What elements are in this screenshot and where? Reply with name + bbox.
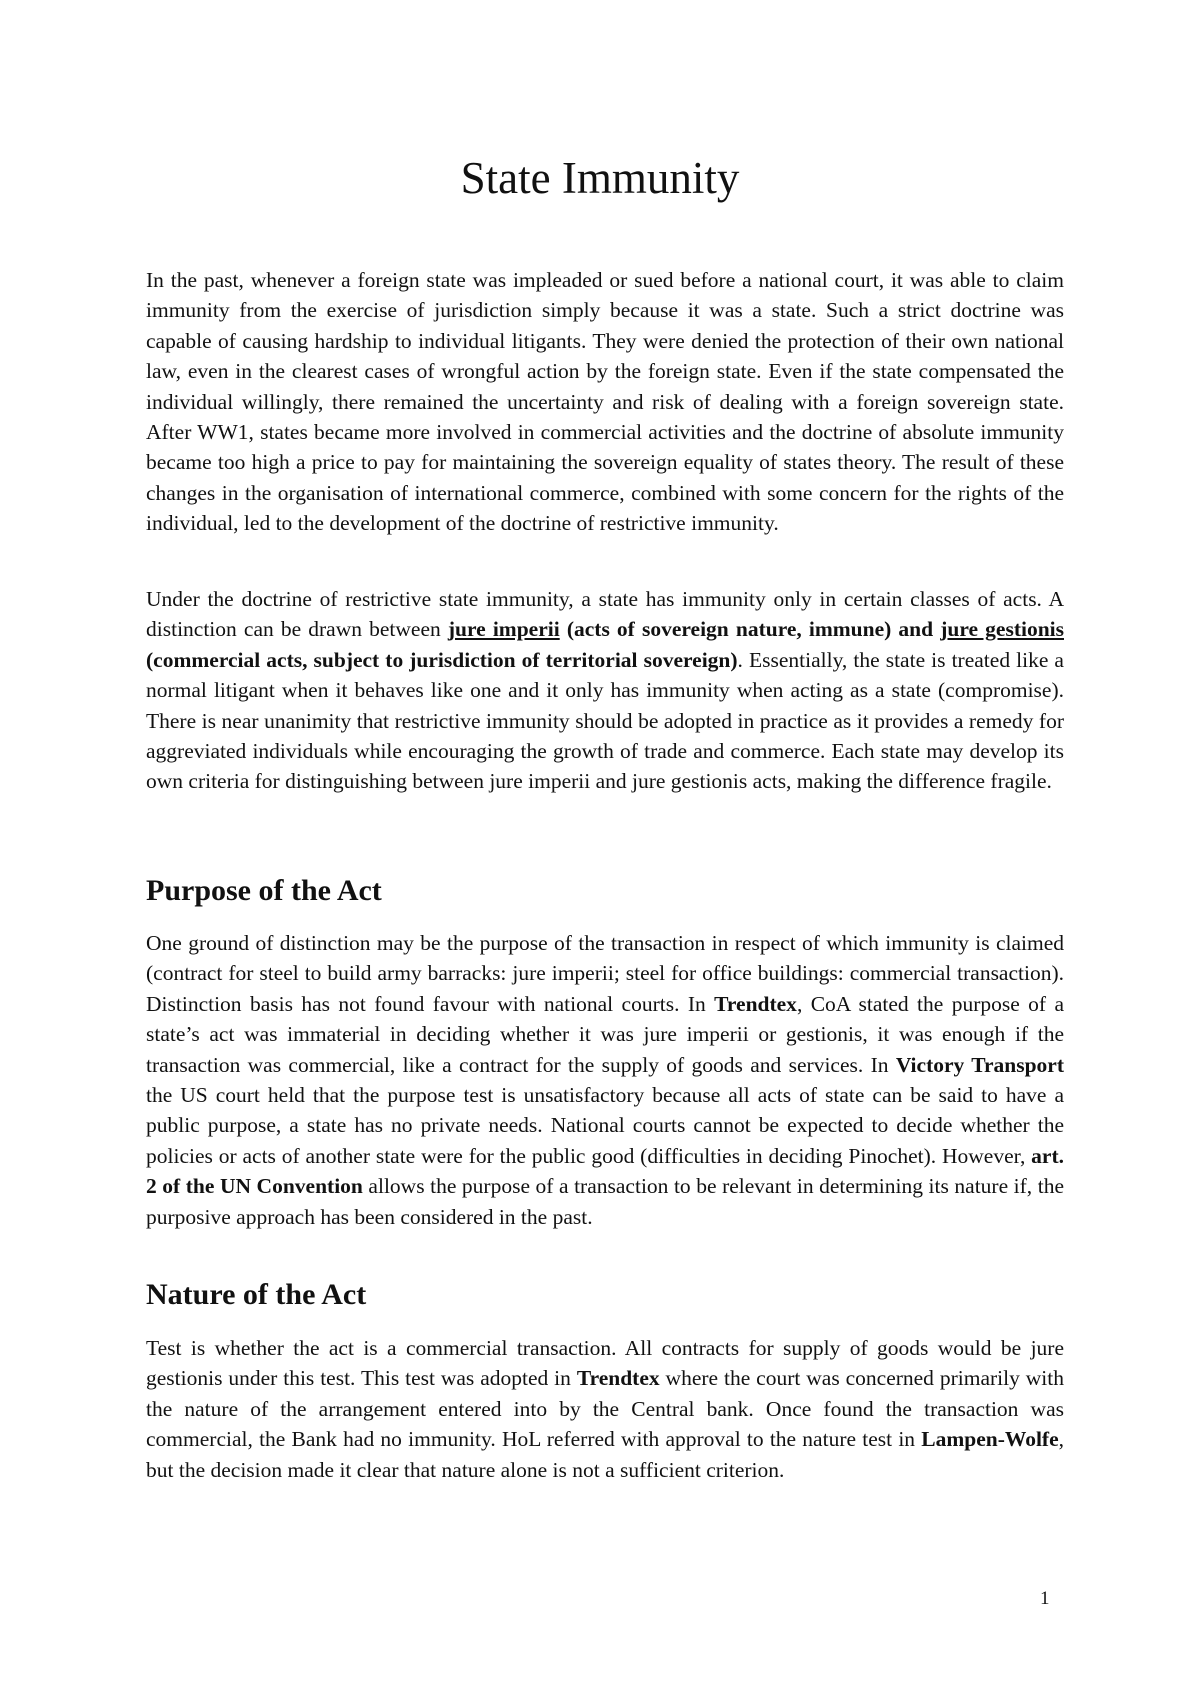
heading-nature-of-the-act: Nature of the Act	[146, 1278, 367, 1311]
heading-purpose-of-the-act: Purpose of the Act	[146, 874, 382, 907]
text-run: where the court was concerned primarily with the nature of the arrangement entered into by the Central bank. Once found the transaction was commercial, the Bank had no immunity. HoL referred with approval to the nature test in	[146, 1366, 1064, 1452]
term-jure-imperii: jure imperii	[447, 617, 560, 642]
case-lampen-wolfe: Lampen-Wolfe	[921, 1427, 1059, 1452]
text-run: One ground of distinction may be the purpose of the transaction in respect of which immunity is claimed (contract for steel to build army barracks: jure imperii; steel for office buildings: commercial transaction). Distinction basis has not found favour with national courts. In	[146, 931, 1064, 1016]
text-run: allows the purpose of a transaction to be relevant in determining its nature if, the purposive approach has been considered in the past.	[146, 1174, 1064, 1229]
page-title: State Immunity	[460, 153, 740, 203]
ref-un-convention: art. 2 of the UN Convention	[146, 1143, 1064, 1199]
paragraph-purpose	[146, 928, 1064, 1232]
bold-run: (commercial acts, subject to jurisdiction of territorial sovereign)	[146, 647, 738, 672]
text-run: the US court held that the purpose test is unsatisfactory because all acts of state can be said to have a public purpose, a state has no private needs. National courts cannot be expected to decide whether the policies or acts of another state were for the public good (difficulties in deciding Pinochet). However,	[146, 1083, 1064, 1168]
case-trendtex: Trendtex	[576, 1366, 660, 1391]
case-victory-transport: Victory Transport	[895, 1052, 1064, 1077]
case-trendtex: Trendtex	[714, 991, 797, 1016]
text-run: Under the doctrine of restrictive state immunity, a state has immunity only in certain classes of acts. A distinction can be drawn between	[146, 587, 1064, 642]
text-run: Test is whether the act is a commercial transaction. All contracts for supply of goods would be jure gestionis under this test. This test was adopted in	[146, 1336, 1064, 1391]
paragraph-intro: In the past, whenever a foreign state was impleaded or sued before a national court, it was able to claim immunity from the exercise of jurisdiction simply because it was a state. Such a strict doctrine was capable of causing hardship to individual litigants. They were denied the protection of their own national law, even in the clearest cases of wrongful action by the foreign state. Even if the state compensated the individual willingly, there remained the uncertainty and risk of dealing with a foreign sovereign state. After WW1, states became more involved in commercial activities and the doctrine of absolute immunity became too high a price to pay for maintaining the sovereign equality of states theory. The result of these changes in the organisation of international commerce, combined with some concern for the rights of the individual, led to the development of the doctrine of restrictive immunity.	[146, 268, 1064, 536]
text-run: , but the decision made it clear that nature alone is not a sufficient criterion.	[146, 1427, 1064, 1482]
term-jure-gestionis: jure gestionis	[940, 617, 1064, 642]
text-run: , CoA stated the purpose of a state’s act was immaterial in deciding whether it was jure imperii or gestionis, it was enough if the transaction was commercial, like a contract for the supply of goods and services. In	[146, 991, 1064, 1077]
paragraph-restrictive-immunity	[146, 584, 1064, 797]
text-run: . Essentially, the state is treated like a normal litigant when it behaves like one and it only has immunity when acting as a state (compromise). There is near unanimity that restrictive immunity should be adopted in practice as it provides a remedy for aggreviated individuals while encouraging the growth of trade and commerce. Each state may develop its own criteria for distinguishing between jure imperii and jure gestionis acts, making the difference fragile.	[146, 647, 1064, 794]
page-number: 1	[1040, 1588, 1050, 1609]
paragraph-nature	[146, 1333, 1064, 1485]
bold-run: (acts of sovereign nature, immune) and	[559, 617, 941, 642]
